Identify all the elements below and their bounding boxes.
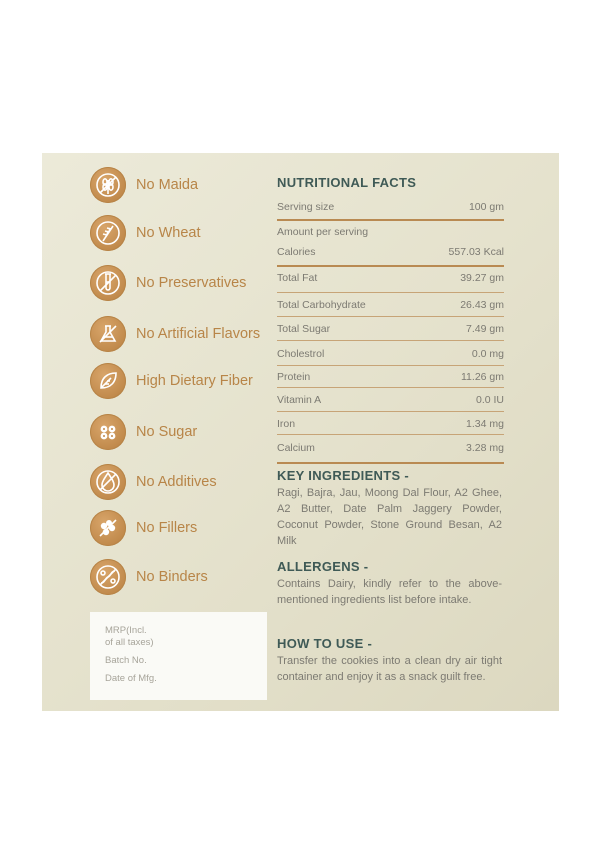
nutrient-row: [277, 390, 504, 410]
nutrient-value: 3.28 mg: [466, 442, 504, 454]
serving-size-row: [277, 197, 504, 217]
nutrient-value: 0.0 mg: [471, 348, 504, 360]
wheat-crossed-icon: [90, 215, 126, 251]
nutrient-value: 26.43 gm: [460, 299, 504, 311]
divider: [277, 365, 504, 366]
how-to-use-title: HOW TO USE -: [277, 636, 373, 651]
claim-label: No Wheat: [136, 225, 201, 241]
nutrient-name: Cholestrol: [277, 348, 325, 360]
binder-crossed-icon: [90, 559, 126, 595]
sugar-cubes-crossed-icon: [90, 414, 126, 450]
nutrient-name: Calories: [277, 246, 316, 258]
claim-high-dietary-fiber: [90, 361, 290, 401]
nutrient-name: Total Carbohydrate: [277, 299, 366, 311]
ingredients-title: KEY INGREDIENTS -: [277, 468, 409, 483]
nutrient-value: 0.0 IU: [475, 394, 504, 406]
flask-crossed-icon: [90, 316, 126, 352]
claim-label: No Additives: [136, 474, 217, 490]
nutrient-row: [277, 414, 504, 434]
how-to-use-section: [277, 636, 502, 685]
divider: [277, 265, 504, 267]
nutrient-row: [277, 438, 504, 458]
mrp-label: MRP(Incl.: [105, 625, 147, 636]
batch-label: Batch No.: [105, 655, 147, 666]
drop-crossed-icon: [90, 464, 126, 500]
amount-per-serving-row: [277, 222, 504, 242]
nutrient-row: [277, 344, 504, 364]
allergens-section: [277, 559, 502, 608]
nutrient-name: Total Sugar: [277, 323, 331, 335]
divider: [277, 411, 504, 412]
allergens-title: ALLERGENS -: [277, 559, 369, 574]
nutrient-name: Protein: [277, 371, 311, 383]
nutrient-value: 7.49 gm: [466, 323, 504, 335]
divider: [277, 316, 504, 317]
claim-no-sugar: [90, 412, 290, 452]
nutrient-value: 39.27 gm: [460, 272, 504, 284]
nutrient-row: [277, 295, 504, 315]
mrp-box: [90, 612, 267, 700]
nutrient-name: Iron: [277, 418, 296, 430]
filler-crossed-icon: [90, 510, 126, 546]
nutrient-value: 1.34 mg: [466, 418, 504, 430]
nutrient-row: [277, 367, 504, 387]
nutrient-name: Total Fat: [277, 272, 318, 284]
claim-no-fillers: [90, 508, 290, 548]
mrp-label-sub: of all taxes): [105, 637, 154, 648]
grain-crossed-icon: [90, 167, 126, 203]
test-tube-crossed-icon: [90, 265, 126, 301]
nutrient-value: 11.26 gm: [461, 371, 504, 383]
nutrient-value: 557.03 Kcal: [448, 246, 504, 258]
claim-label: No Fillers: [136, 520, 198, 536]
allergens-text: Contains Dairy, kindly refer to the above-mentioned ingredients list before intake.: [277, 578, 502, 606]
claim-no-additives: [90, 462, 290, 502]
claim-no-artificial-flavors: [90, 314, 290, 354]
nutrient-name: Calcium: [277, 442, 315, 454]
how-to-use-text: Transfer the cookies into a clean dry air tight container and enjoy it as a snack guilt free.: [277, 655, 502, 683]
serving-size-value: 100 gm: [468, 201, 504, 213]
claim-label: No Maida: [136, 177, 199, 193]
ingredients-text: Ragi, Bajra, Jau, Moong Dal Flour, A2 Ghee, A2 Butter, Date Palm Jaggery Powder, Coconut Powder, Stone Ground Besan, A2 Milk: [277, 487, 502, 547]
claim-no-maida: [90, 165, 290, 205]
nutrition-title: NUTRITIONAL FACTS: [277, 175, 417, 190]
mfg-date-label: Date of Mfg.: [105, 673, 157, 684]
fiber-leaf-icon: [90, 363, 126, 399]
nutrient-row: [277, 242, 504, 262]
divider: [277, 387, 504, 388]
divider: [277, 340, 504, 341]
serving-size-label: Serving size: [277, 201, 335, 213]
claim-label: High Dietary Fiber: [136, 373, 253, 389]
nutrient-row: [277, 268, 504, 288]
claim-label: No Binders: [136, 569, 208, 585]
divider: [277, 462, 504, 464]
amount-per-serving-label: Amount per serving: [277, 226, 369, 238]
claim-label: No Sugar: [136, 424, 198, 440]
divider: [277, 219, 504, 221]
label-panel: [42, 153, 559, 711]
claim-no-preservatives: [90, 263, 290, 303]
claim-no-wheat: [90, 213, 290, 253]
divider: [277, 434, 504, 435]
claim-no-binders: [90, 557, 290, 597]
ingredients-section: [277, 468, 502, 549]
claim-label: No Preservatives: [136, 275, 247, 291]
nutrient-name: Vitamin A: [277, 394, 322, 406]
claim-label: No Artificial Flavors: [136, 326, 261, 342]
divider: [277, 292, 504, 293]
nutrient-row: [277, 319, 504, 339]
